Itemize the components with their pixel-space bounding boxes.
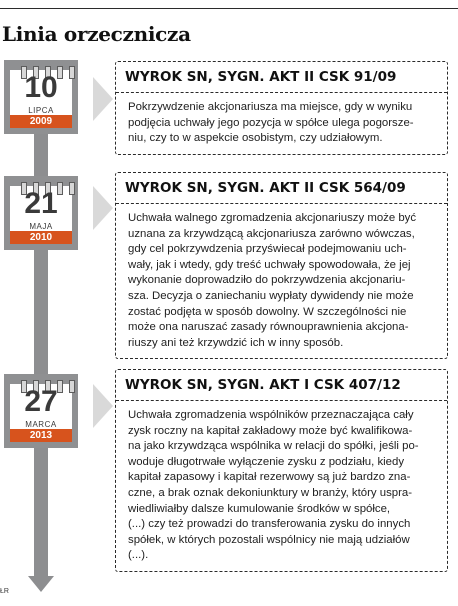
pointer-arrow-icon — [93, 186, 113, 230]
calendar-month: LIPCA — [28, 106, 54, 115]
author-credit: ŁR — [0, 588, 9, 595]
calendar-icon-2013 — [4, 374, 78, 448]
top-rule — [0, 8, 458, 9]
calendar-day: 27 — [24, 385, 58, 418]
calendar-icon-2009 — [4, 60, 78, 134]
calendar-year: 2013 — [10, 429, 72, 442]
calendar-year: 2010 — [10, 231, 72, 244]
ruling-text: Uchwała walnego zgromadzenia akcjonariuszy może być uznana za krzywdzącą akcjonariusza zarówno wówczas, gdy cel pokrzywdzenia przyświecał podejmowaniu uch- wały, jak i wtedy, gdy treść uchwały spowodowała, że jej wykonanie doprowadziło do pokrzywdzenia akcjonariu- sza. Decyzja o zaniechaniu wypłaty dywidendy nie może zostać podjęta w sposób dowolny. W szczególności nie może ona naruszać zasady równouprawnienia akcjona- riuszy ani też krzywdzić ich w inny sposób. — [128, 212, 417, 349]
calendar-month: MAJA — [29, 222, 53, 231]
calendar-year: 2009 — [10, 115, 72, 128]
timeline-arrow-icon — [28, 576, 54, 592]
ruling-heading: WYROK SN, SYGN. AKT II CSK 91/09 — [116, 62, 447, 93]
ruling-text: Uchwała zgromadzenia wspólników przeznaczająca cały zysk roczny na kapitał zakładowy może być kwalifikowa- na jako krzywdząca wspólnika w relacji do spółki, jeśli po- woduje długotrwałe wyłączenie zysku z podziału, kiedy kapitał zapasowy i kapitał rezerwowy są już bardzo zna- czne, a brak oznak dekoniunktury w branży, który uspra- wiedliwiałby dalsze kumulowanie środków w spółce, (...) czy też prowadzi do transferowania zysku do innych spółek, w których pozostali wspólnicy nie mają udziałów (...). — [128, 409, 419, 562]
calendar-month: MARCA — [25, 420, 57, 429]
calendar-icon-2010 — [4, 176, 78, 250]
ruling-card — [115, 61, 448, 155]
ruling-heading: WYROK SN, SYGN. AKT I CSK 407/12 — [116, 370, 447, 401]
ruling-text: Pokrzywdzenie akcjonariusza ma miejsce, gdy w wyniku podjęcia uchwały jego pozycja w spółce ulega pogorsze- niu, czy to w aspekcie osobistym, czy udziałowym. — [128, 101, 414, 145]
ruling-heading: WYROK SN, SYGN. AKT II CSK 564/09 — [116, 173, 447, 204]
ruling-card — [115, 172, 448, 359]
page-title: Linia orzecznicza — [2, 22, 191, 46]
calendar-day: 10 — [24, 71, 58, 104]
pointer-arrow-icon — [93, 384, 113, 428]
calendar-day: 21 — [24, 187, 58, 220]
timeline-bar — [34, 64, 48, 579]
ruling-card — [115, 369, 448, 572]
pointer-arrow-icon — [93, 77, 113, 121]
